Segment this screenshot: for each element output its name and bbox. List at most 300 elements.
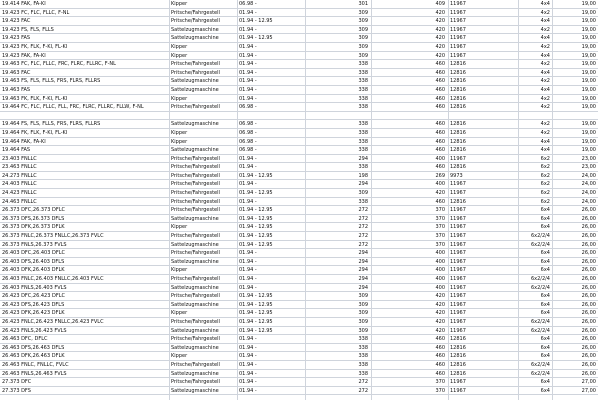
kw-cell[interactable]: 272 (358, 241, 368, 248)
drive-cell[interactable]: 4x2 (540, 121, 550, 128)
ccm-cell[interactable]: 11967 (450, 1, 466, 7)
ccm-cell[interactable]: 12816 (450, 78, 466, 85)
body-type-cell[interactable]: Pritsche/Fahrgestell (171, 207, 220, 214)
weight-cell[interactable]: 19,00 (581, 104, 596, 111)
weight-cell[interactable]: 19,00 (581, 1, 596, 7)
ps-cell[interactable]: 370 (435, 207, 445, 214)
body-type-cell[interactable]: Pritsche/Fahrgestell (171, 276, 220, 282)
kw-cell[interactable]: 338 (358, 86, 368, 93)
model-cell[interactable]: 26.463 FNLS,26.463 FVLS (2, 370, 67, 377)
body-type-cell[interactable]: Sattelzugmaschine (171, 344, 219, 351)
model-cell[interactable]: 19.463 FK, FLK, F-KI, FL-KI (2, 95, 68, 102)
ccm-cell[interactable]: 11967 (450, 301, 466, 308)
weight-cell[interactable]: 26,00 (581, 370, 596, 377)
drive-cell[interactable]: 4x4 (540, 86, 550, 93)
weight-cell[interactable]: 26,00 (581, 233, 596, 240)
ccm-cell[interactable]: 12816 (450, 61, 466, 68)
period-cell[interactable]: 01.94 - 12.95 (239, 18, 273, 25)
model-cell[interactable]: 19.423 FS, FLS, FLLS (2, 26, 54, 33)
drive-cell[interactable]: 6x2 (540, 190, 550, 197)
ccm-cell[interactable]: 12816 (450, 86, 466, 93)
body-type-cell[interactable]: Pritsche/Fahrgestell (171, 69, 220, 76)
ps-cell[interactable]: 420 (435, 43, 445, 50)
drive-cell[interactable]: 4x4 (540, 147, 550, 154)
ccm-cell[interactable]: 9973 (450, 172, 463, 179)
kw-cell[interactable]: 338 (358, 95, 368, 102)
body-type-cell[interactable]: Pritsche/Fahrgestell (171, 293, 220, 300)
drive-cell[interactable]: 6x2 (540, 164, 550, 171)
kw-cell[interactable]: 309 (358, 310, 368, 317)
weight-cell[interactable]: 19,00 (581, 18, 596, 25)
ps-cell[interactable]: 370 (435, 387, 445, 394)
body-type-cell[interactable]: Sattelzugmaschine (171, 35, 219, 42)
kw-cell[interactable]: 294 (358, 181, 368, 188)
model-cell[interactable]: 24.403 FNLLC (2, 181, 37, 188)
model-cell[interactable]: 26.373 DFC,26.373 DFLC (2, 207, 65, 214)
weight-cell[interactable]: 19,00 (581, 147, 596, 154)
weight-cell[interactable]: 26,00 (581, 224, 596, 231)
ccm-cell[interactable]: 11967 (450, 155, 466, 162)
ps-cell[interactable]: 460 (435, 104, 445, 111)
period-cell[interactable]: 01.94 - (239, 155, 257, 162)
kw-cell[interactable]: 338 (358, 344, 368, 351)
kw-cell[interactable]: 338 (358, 164, 368, 171)
kw-cell[interactable]: 309 (358, 327, 368, 334)
body-type-cell[interactable]: Sattelzugmaschine (171, 215, 219, 222)
body-type-cell[interactable]: Pritsche/Fahrgestell (171, 18, 220, 25)
ps-cell[interactable]: 460 (435, 164, 445, 171)
ccm-cell[interactable]: 11967 (450, 26, 466, 33)
ps-cell[interactable]: 400 (435, 276, 445, 282)
weight-cell[interactable]: 26,00 (581, 336, 596, 343)
body-type-cell[interactable]: Pritsche/Fahrgestell (171, 233, 220, 240)
period-cell[interactable]: 01.94 - 12.95 (239, 207, 273, 214)
drive-cell[interactable]: 6x2/2/4 (530, 361, 550, 368)
body-type-cell[interactable]: Sattelzugmaschine (171, 258, 219, 265)
weight-cell[interactable]: 26,00 (581, 207, 596, 214)
kw-cell[interactable]: 309 (358, 318, 368, 325)
weight-cell[interactable]: 19,00 (581, 86, 596, 93)
period-cell[interactable]: 06.98 - (239, 121, 257, 128)
ccm-cell[interactable]: 11967 (450, 52, 466, 59)
model-cell[interactable]: 19.464 FK, FLK, F-KI, FL-KI (2, 129, 68, 136)
period-cell[interactable]: 01.94 - 12.95 (239, 224, 273, 231)
period-cell[interactable]: 01.94 - 12.95 (239, 172, 273, 179)
weight-cell[interactable]: 19,00 (581, 61, 596, 68)
drive-cell[interactable]: 4x2 (540, 61, 550, 68)
kw-cell[interactable]: 272 (358, 233, 368, 240)
period-cell[interactable]: 06.98 - (239, 1, 257, 7)
period-cell[interactable]: 01.94 - 12.95 (239, 241, 273, 248)
drive-cell[interactable]: 6x2/2/4 (530, 327, 550, 334)
model-cell[interactable]: 19.423 FAC (2, 18, 31, 25)
body-type-cell[interactable]: Sattelzugmaschine (171, 26, 219, 33)
period-cell[interactable]: 01.94 - (239, 387, 257, 394)
body-type-cell[interactable]: Pritsche/Fahrgestell (171, 104, 220, 111)
ps-cell[interactable]: 460 (435, 121, 445, 128)
period-cell[interactable]: 01.94 - (239, 164, 257, 171)
kw-cell[interactable]: 338 (358, 336, 368, 343)
weight-cell[interactable]: 26,00 (581, 276, 596, 282)
ccm-cell[interactable]: 12816 (450, 121, 466, 128)
drive-cell[interactable]: 6x4 (540, 207, 550, 214)
drive-cell[interactable]: 6x2/2/4 (530, 284, 550, 291)
ps-cell[interactable]: 420 (435, 26, 445, 33)
drive-cell[interactable]: 6x4 (540, 301, 550, 308)
drive-cell[interactable]: 4x4 (540, 138, 550, 145)
ccm-cell[interactable]: 12816 (450, 147, 466, 154)
kw-cell[interactable]: 294 (358, 155, 368, 162)
ccm-cell[interactable]: 12816 (450, 95, 466, 102)
period-cell[interactable]: 01.94 - 12.95 (239, 327, 273, 334)
weight-cell[interactable]: 26,00 (581, 327, 596, 334)
drive-cell[interactable]: 6x2/2/4 (530, 276, 550, 282)
weight-cell[interactable]: 24,00 (581, 172, 596, 179)
drive-cell[interactable]: 6x2 (540, 198, 550, 205)
drive-cell[interactable]: 6x2 (540, 172, 550, 179)
period-cell[interactable]: 01.94 - (239, 69, 257, 76)
weight-cell[interactable]: 26,00 (581, 258, 596, 265)
model-cell[interactable]: 19.463 FS, FLS, FLLS, FRS, FLRS, FLLRS (2, 78, 101, 85)
model-cell[interactable]: 19.463 FC, FLC, FLLC, FRC, FLRC, FLLRC, F-NL (2, 61, 116, 68)
ccm-cell[interactable]: 12816 (450, 344, 466, 351)
kw-cell[interactable]: 338 (358, 353, 368, 360)
ccm-cell[interactable]: 12816 (450, 104, 466, 111)
ps-cell[interactable]: 460 (435, 370, 445, 377)
weight-cell[interactable]: 19,00 (581, 129, 596, 136)
model-cell[interactable]: 19.423 FC, FLC, FLLC, F-NL (2, 9, 70, 16)
weight-cell[interactable]: 24,00 (581, 190, 596, 197)
period-cell[interactable]: 01.94 - (239, 370, 257, 377)
weight-cell[interactable]: 19,00 (581, 35, 596, 42)
ccm-cell[interactable]: 11967 (450, 224, 466, 231)
ccm-cell[interactable]: 11967 (450, 35, 466, 42)
drive-cell[interactable]: 4x4 (540, 1, 550, 7)
ps-cell[interactable]: 460 (435, 69, 445, 76)
weight-cell[interactable]: 26,00 (581, 318, 596, 325)
ps-cell[interactable]: 460 (435, 198, 445, 205)
model-cell[interactable]: 19.423 FAS (2, 35, 31, 42)
model-cell[interactable]: 26.423 DFK,26.423 DFLK (2, 310, 65, 317)
kw-cell[interactable]: 309 (358, 43, 368, 50)
drive-cell[interactable]: 6x4 (540, 344, 550, 351)
kw-cell[interactable]: 309 (358, 190, 368, 197)
weight-cell[interactable]: 23,00 (581, 164, 596, 171)
drive-cell[interactable]: 4x4 (540, 18, 550, 25)
period-cell[interactable]: 06.98 - (239, 129, 257, 136)
ccm-cell[interactable]: 11967 (450, 250, 466, 257)
drive-cell[interactable]: 4x2 (540, 95, 550, 102)
ccm-cell[interactable]: 11967 (450, 276, 466, 282)
ccm-cell[interactable]: 12816 (450, 69, 466, 76)
body-type-cell[interactable]: Sattelzugmaschine (171, 86, 219, 93)
ps-cell[interactable]: 370 (435, 241, 445, 248)
ps-cell[interactable]: 460 (435, 129, 445, 136)
kw-cell[interactable]: 338 (358, 138, 368, 145)
body-type-cell[interactable]: Kipper (171, 95, 188, 102)
body-type-cell[interactable]: Pritsche/Fahrgestell (171, 164, 220, 171)
ccm-cell[interactable]: 12816 (450, 138, 466, 145)
kw-cell[interactable]: 338 (358, 147, 368, 154)
drive-cell[interactable]: 4x2 (540, 104, 550, 111)
period-cell[interactable]: 01.94 - (239, 95, 257, 102)
kw-cell[interactable] (305, 112, 371, 120)
model-cell[interactable]: 26.373 FNLS,26.373 FVLS (2, 241, 67, 248)
period-cell[interactable]: 01.94 - 12.95 (239, 233, 273, 240)
ps-cell[interactable]: 420 (435, 293, 445, 300)
period-cell[interactable]: 01.94 - (239, 61, 257, 68)
drive-cell[interactable]: 6x4 (540, 224, 550, 231)
ccm-cell[interactable]: 11967 (450, 258, 466, 265)
body-type-cell[interactable]: Pritsche/Fahrgestell (171, 61, 220, 68)
ccm-cell[interactable] (448, 112, 518, 120)
period-cell[interactable]: 01.94 - (239, 276, 257, 282)
model-cell[interactable]: 19.463 FAC (2, 69, 31, 76)
drive-cell[interactable]: 6x4 (540, 267, 550, 274)
period-cell[interactable]: 06.98 - (239, 138, 257, 145)
period-cell[interactable]: 01.94 - (239, 86, 257, 93)
ps-cell[interactable]: 460 (435, 147, 445, 154)
kw-cell[interactable]: 301 (358, 1, 368, 7)
body-type-cell[interactable]: Sattelzugmaschine (171, 284, 219, 291)
kw-cell[interactable]: 338 (358, 61, 368, 68)
kw-cell[interactable]: 338 (358, 129, 368, 136)
model-cell[interactable]: 19.464 FAK, FA-KI (2, 138, 46, 145)
ccm-cell[interactable]: 11967 (450, 18, 466, 25)
kw-cell[interactable]: 309 (358, 301, 368, 308)
weight-cell[interactable] (552, 112, 598, 120)
ps-cell[interactable]: 460 (435, 344, 445, 351)
drive-cell[interactable]: 6x4 (540, 250, 550, 257)
drive-cell[interactable]: 6x2/2/4 (530, 318, 550, 325)
body-type-cell[interactable]: Kipper (171, 138, 188, 145)
ccm-cell[interactable]: 11967 (450, 293, 466, 300)
period-cell[interactable] (237, 112, 305, 120)
weight-cell[interactable]: 19,00 (581, 43, 596, 50)
model-cell[interactable]: 23.403 FNLLC (2, 155, 37, 162)
drive-cell[interactable]: 6x2/2/4 (530, 233, 550, 240)
model-cell[interactable]: 23.463 FNLLC (2, 164, 37, 171)
model-cell[interactable]: 19.464 FS, FLS, FLLS, FRS, FLRS, FLLRS (2, 121, 101, 128)
ccm-cell[interactable]: 11967 (450, 9, 466, 16)
period-cell[interactable]: 01.94 - (239, 267, 257, 274)
weight-cell[interactable]: 19,00 (581, 95, 596, 102)
kw-cell[interactable]: 272 (358, 224, 368, 231)
period-cell[interactable]: 01.94 - (239, 250, 257, 257)
weight-cell[interactable]: 26,00 (581, 293, 596, 300)
model-cell[interactable]: 24.273 FNLLC (2, 172, 37, 179)
model-cell[interactable]: 26.373 DFK,26.373 DFLK (2, 224, 65, 231)
drive-cell[interactable]: 6x4 (540, 353, 550, 360)
ps-cell[interactable]: 409 (435, 1, 445, 7)
drive-cell[interactable]: 4x2 (540, 43, 550, 50)
kw-cell[interactable]: 272 (358, 379, 368, 386)
body-type-cell[interactable]: Sattelzugmaschine (171, 301, 219, 308)
ps-cell[interactable]: 460 (435, 353, 445, 360)
body-type-cell[interactable]: Pritsche/Fahrgestell (171, 250, 220, 257)
body-type-cell[interactable]: Kipper (171, 267, 188, 274)
weight-cell[interactable]: 26,00 (581, 301, 596, 308)
model-cell[interactable]: 19.464 FC, FLC, FLLC, FLL, FRC, FLRC, FLLRC, FLLW, F-NL (2, 104, 144, 111)
model-cell[interactable]: 26.403 DFS,26.403 DFLS (2, 258, 65, 265)
body-type-cell[interactable]: Kipper (171, 52, 188, 59)
kw-cell[interactable]: 294 (358, 267, 368, 274)
weight-cell[interactable]: 19,00 (581, 69, 596, 76)
period-cell[interactable]: 01.94 - (239, 361, 257, 368)
ccm-cell[interactable]: 11967 (450, 318, 466, 325)
body-type-cell[interactable]: Kipper (171, 310, 188, 317)
drive-cell[interactable]: 4x2 (540, 26, 550, 33)
body-type-cell[interactable]: Pritsche/Fahrgestell (171, 318, 220, 325)
kw-cell[interactable]: 198 (358, 172, 368, 179)
drive-cell[interactable]: 6x4 (540, 258, 550, 265)
kw-cell[interactable]: 294 (358, 250, 368, 257)
drive-cell[interactable]: 6x2/2/4 (530, 241, 550, 248)
weight-cell[interactable]: 19,00 (581, 9, 596, 16)
drive-cell[interactable]: 6x4 (540, 215, 550, 222)
ccm-cell[interactable]: 11967 (450, 215, 466, 222)
ps-cell[interactable]: 420 (435, 35, 445, 42)
model-cell[interactable]: 19.463 FAS (2, 86, 31, 93)
period-cell[interactable]: 01.94 - (239, 344, 257, 351)
weight-cell[interactable]: 23,00 (581, 155, 596, 162)
model-cell[interactable]: 26.423 FNLS,26.423 FVLS (2, 327, 67, 334)
weight-cell[interactable]: 26,00 (581, 284, 596, 291)
body-type-cell[interactable]: Sattelzugmaschine (171, 121, 219, 128)
model-cell[interactable]: 26.423 DFC,26.423 DFLC (2, 293, 65, 300)
body-type-cell[interactable]: Pritsche/Fahrgestell (171, 9, 220, 16)
ps-cell[interactable]: 420 (435, 301, 445, 308)
ps-cell[interactable]: 460 (435, 78, 445, 85)
ccm-cell[interactable]: 11967 (450, 190, 466, 197)
body-type-cell[interactable]: Kipper (171, 353, 188, 360)
kw-cell[interactable]: 309 (358, 35, 368, 42)
model-cell[interactable]: 26.403 DFK,26.403 DFLK (2, 267, 65, 274)
drive-cell[interactable]: 6x4 (540, 310, 550, 317)
ps-cell[interactable]: 370 (435, 215, 445, 222)
model-cell[interactable]: 19.423 FK, FLK, F-KI, FL-KI (2, 43, 68, 50)
ps-cell[interactable]: 269 (435, 172, 445, 179)
ps-cell[interactable]: 400 (435, 155, 445, 162)
ps-cell[interactable]: 420 (435, 18, 445, 25)
weight-cell[interactable]: 26,00 (581, 310, 596, 317)
drive-cell[interactable]: 6x4 (540, 379, 550, 386)
ccm-cell[interactable]: 11967 (450, 387, 466, 394)
kw-cell[interactable]: 309 (358, 18, 368, 25)
model-cell[interactable]: 24.463 FNLLC (2, 198, 37, 205)
model-cell[interactable]: 19.464 FAS (2, 147, 31, 154)
period-cell[interactable]: 01.94 - (239, 26, 257, 33)
body-type-cell[interactable]: Sattelzugmaschine (171, 241, 219, 248)
period-cell[interactable]: 01.94 - (239, 353, 257, 360)
weight-cell[interactable]: 26,00 (581, 267, 596, 274)
model-cell[interactable]: 26.463 DFC, DFLC (2, 336, 48, 343)
period-cell[interactable]: 01.94 - (239, 284, 257, 291)
ccm-cell[interactable]: 11967 (450, 43, 466, 50)
ps-cell[interactable]: 400 (435, 181, 445, 188)
ps-cell[interactable]: 460 (435, 61, 445, 68)
body-type-cell[interactable]: Sattelzugmaschine (171, 147, 219, 154)
kw-cell[interactable]: 294 (358, 276, 368, 282)
ps-cell[interactable]: 460 (435, 336, 445, 343)
weight-cell[interactable]: 19,00 (581, 26, 596, 33)
ccm-cell[interactable]: 11967 (450, 233, 466, 240)
drive-cell[interactable]: 6x4 (540, 336, 550, 343)
period-cell[interactable]: 01.94 - (239, 43, 257, 50)
body-type-cell[interactable]: Pritsche/Fahrgestell (171, 155, 220, 162)
kw-cell[interactable]: 338 (358, 370, 368, 377)
body-type-cell[interactable]: Sattelzugmaschine (171, 327, 219, 334)
ps-cell[interactable]: 420 (435, 318, 445, 325)
drive-cell[interactable] (518, 112, 552, 120)
weight-cell[interactable]: 19,00 (581, 78, 596, 85)
weight-cell[interactable]: 26,00 (581, 361, 596, 368)
ccm-cell[interactable]: 12816 (450, 370, 466, 377)
period-cell[interactable]: 01.94 - (239, 78, 257, 85)
weight-cell[interactable]: 26,00 (581, 215, 596, 222)
body-type-cell[interactable]: Pritsche/Fahrgestell (171, 190, 220, 197)
weight-cell[interactable]: 19,00 (581, 52, 596, 59)
ccm-cell[interactable]: 11967 (450, 327, 466, 334)
body-type-cell[interactable]: Kipper (171, 129, 188, 136)
weight-cell[interactable]: 24,00 (581, 198, 596, 205)
body-type-cell[interactable]: Sattelzugmaschine (171, 78, 219, 85)
model-cell[interactable]: 19.414 FAK, FA-KI (2, 1, 46, 7)
kw-cell[interactable]: 309 (358, 52, 368, 59)
ccm-cell[interactable]: 12816 (450, 353, 466, 360)
body-type-cell[interactable]: Pritsche/Fahrgestell (171, 172, 220, 179)
ps-cell[interactable]: 420 (435, 9, 445, 16)
drive-cell[interactable]: 6x2 (540, 181, 550, 188)
body-type-cell[interactable] (169, 112, 237, 120)
model-cell[interactable]: 24.423 FNLLC (2, 190, 37, 197)
model-cell[interactable]: 26.463 FNLC, FNLLC, FVLC (2, 361, 69, 368)
body-type-cell[interactable]: Pritsche/Fahrgestell (171, 361, 220, 368)
ccm-cell[interactable]: 11967 (450, 207, 466, 214)
body-type-cell[interactable]: Pritsche/Fahrgestell (171, 181, 220, 188)
body-type-cell[interactable]: Kipper (171, 224, 188, 231)
ps-cell[interactable]: 370 (435, 233, 445, 240)
period-cell[interactable]: 01.94 - 12.95 (239, 301, 273, 308)
ccm-cell[interactable]: 12816 (450, 198, 466, 205)
body-type-cell[interactable]: Pritsche/Fahrgestell (171, 379, 220, 386)
ccm-cell[interactable]: 12816 (450, 336, 466, 343)
weight-cell[interactable]: 24,00 (581, 181, 596, 188)
kw-cell[interactable]: 338 (358, 78, 368, 85)
drive-cell[interactable]: 6x4 (540, 293, 550, 300)
ccm-cell[interactable]: 11967 (450, 241, 466, 248)
drive-cell[interactable]: 6x2/2/4 (530, 370, 550, 377)
kw-cell[interactable]: 338 (358, 104, 368, 111)
period-cell[interactable]: 01.94 - (239, 258, 257, 265)
kw-cell[interactable]: 272 (358, 215, 368, 222)
weight-cell[interactable]: 26,00 (581, 250, 596, 257)
kw-cell[interactable]: 294 (358, 284, 368, 291)
weight-cell[interactable]: 27,00 (581, 379, 596, 386)
kw-cell[interactable]: 294 (358, 258, 368, 265)
kw-cell[interactable]: 338 (358, 361, 368, 368)
model-cell[interactable]: 27.373 DFS (2, 387, 31, 394)
ps-cell[interactable] (371, 112, 448, 120)
ps-cell[interactable]: 420 (435, 310, 445, 317)
drive-cell[interactable]: 4x4 (540, 69, 550, 76)
ps-cell[interactable]: 370 (435, 379, 445, 386)
ccm-cell[interactable]: 11967 (450, 181, 466, 188)
body-type-cell[interactable]: Pritsche/Fahrgestell (171, 336, 220, 343)
period-cell[interactable]: 01.94 - (239, 336, 257, 343)
period-cell[interactable]: 06.98 - (239, 104, 257, 111)
period-cell[interactable]: 01.94 - (239, 379, 257, 386)
